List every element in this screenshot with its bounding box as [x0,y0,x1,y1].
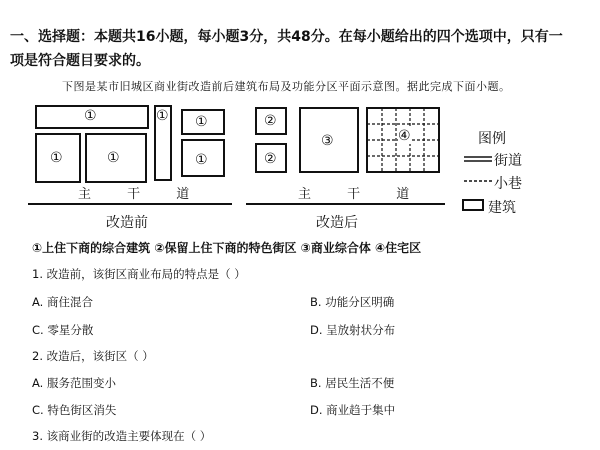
option-a[interactable]: A. 服务范围变小 [32,376,116,390]
option-c[interactable]: C. 特色街区消失 [32,403,117,417]
after-label: ④ [398,128,411,144]
before-label: ① [107,150,120,166]
section-heading-line1: 一、选择题：本题共16小题，每小题3分，共48分。在每小题给出的四个选项中，只有一 [10,29,563,45]
before-label: ① [84,108,97,124]
intro-text: 下图是某市旧城区商业街改造前后建筑布局及功能分区平面示意图。据此完成下面小题。 [62,80,511,93]
figure-notes: ①上住下商的综合建筑 ②保留上住下商的特色街区 ③商业综合体 ④住宅区 [32,241,422,255]
after-label: ② [264,113,277,129]
before-label: ① [50,150,63,166]
before-label: ① [156,108,169,124]
option-d[interactable]: D. 商业趋于集中 [310,403,396,417]
question-stem: 1. 改造前，该街区商业布局的特点是（ ） [32,267,246,281]
legend-alley-label: 小巷 [494,176,522,192]
legend-building-label: 建筑 [488,200,516,216]
option-b[interactable]: B. 功能分区明确 [310,295,395,309]
before-road-label: 主 干 道 [78,187,206,202]
option-a[interactable]: A. 商住混合 [32,295,93,309]
before-caption: 改造前 [106,215,148,231]
after-road-label: 主 干 道 [298,187,426,202]
legend-title: 图例 [478,131,506,147]
before-label: ① [195,152,208,168]
option-c[interactable]: C. 零星分散 [32,323,94,337]
legend-building-symbol [463,200,483,210]
after-caption: 改造后 [316,215,358,231]
before-label: ① [195,114,208,130]
option-d[interactable]: D. 呈放射状分布 [310,323,396,337]
section-heading-line2: 项是符合题目要求的。 [10,53,150,69]
after-label: ② [264,151,277,167]
option-b[interactable]: B. 居民生活不便 [310,376,395,390]
question-stem: 3. 该商业街的改造主要体现在（ ） [32,429,212,443]
after-label: ③ [321,133,334,149]
question-stem: 2. 改造后，该街区（ ） [32,349,154,363]
legend-street-label: 街道 [494,153,522,169]
